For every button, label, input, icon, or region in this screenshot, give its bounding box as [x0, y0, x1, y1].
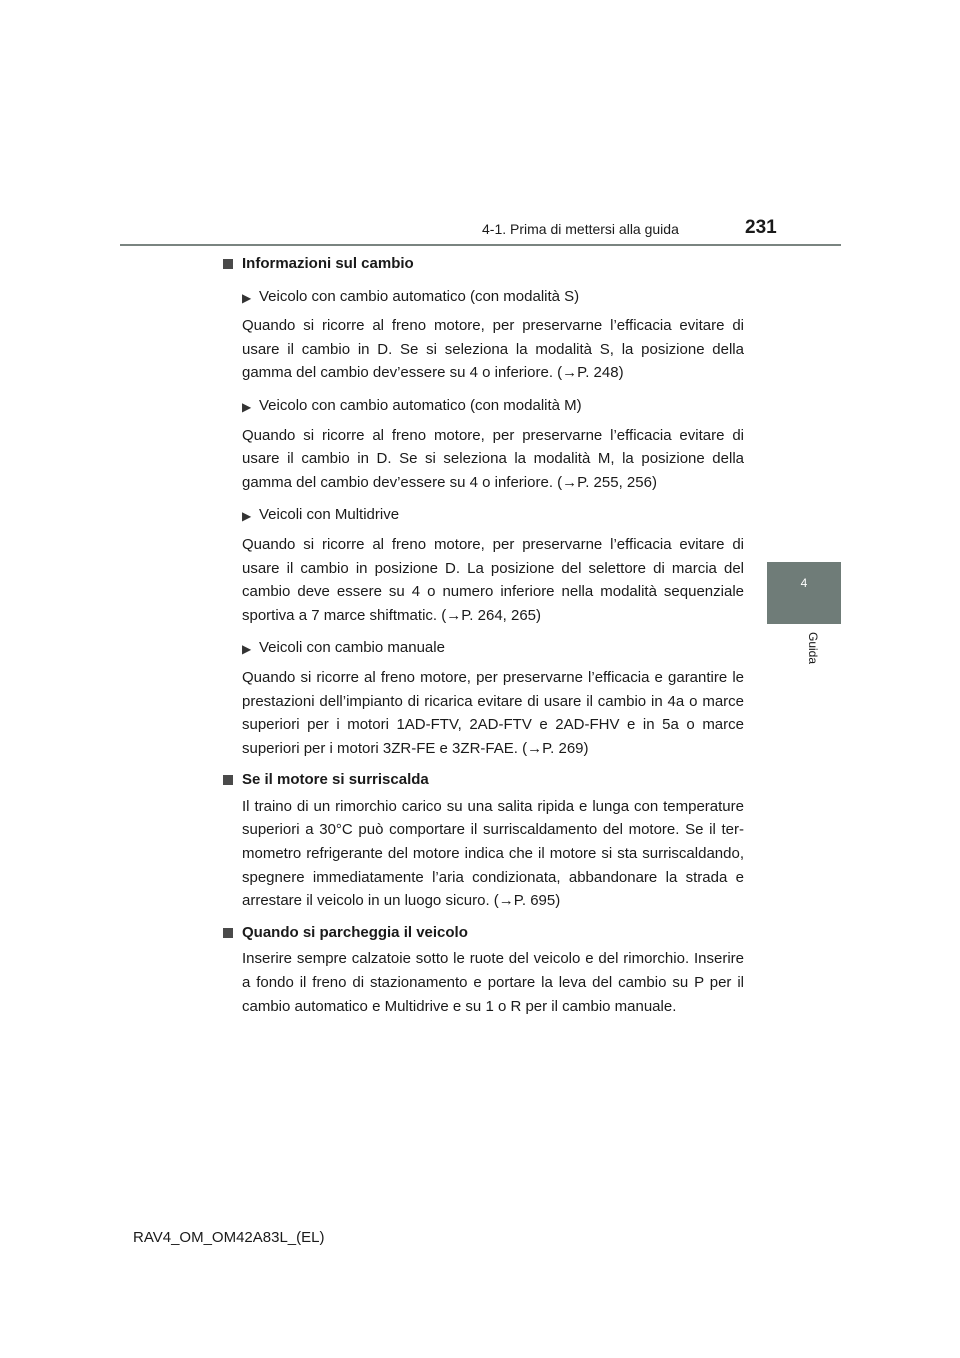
section-heading — [223, 252, 744, 276]
chapter-number: 4 — [800, 576, 808, 590]
paragraph: Quando si ricorre al freno motore, per preservarne l’efficacia evitare di usare il cambio in posizione D. La posizione del selettore di marcia del cambio deve essere su 4 o numero inferiore nella modalità sequenziale sportiva a 7 marce shiftmatic. (→P. 264, 265) — [242, 535, 744, 624]
section-heading — [223, 768, 744, 792]
subheading — [223, 503, 744, 527]
paragraph: Quando si ricorre al freno motore, per preservarne l’efficacia e garantire le prestazioni dell’impianto di ricarica evitare di usare il cambio in 4a o marce superiori per i motori 1AD-FTV, 2AD-FTV e 2AD-FHV e in 5a o marce superiori per i motori 3ZR-FE e 3ZR-FAE. (→P. 269) — [242, 668, 744, 757]
subheading — [223, 636, 744, 660]
subheading-text: Veicolo con cambio automatico (con modalità S) — [259, 287, 580, 305]
paragraph: Il traino di un rimorchio carico su una salita ripida e lunga con temperature superiori a 30°C può comportare il surriscaldamento del motore. Se il ter- mometro refrigerante del motore indica che il motore si sta surriscaldando, spegnere immediatamente l’aria condizionata, abbandonare la strada e arrestare il veicolo in un luogo sicuro. (→P. 695) — [242, 797, 744, 910]
subheading-text: Veicoli con Multidrive — [259, 506, 400, 524]
square-bullet-icon — [223, 775, 233, 785]
paragraph: Inserire sempre calzatoie sotto le ruote del veicolo e del rimorchio. Inserire a fondo il freno di stazionamento e portare la leva del cambio su P per il cambio automatico e Multidrive e su 1 o R per il cambio manuale. — [242, 950, 744, 1015]
subheading — [223, 285, 744, 309]
subheading-text: Veicoli con cambio manuale — [259, 639, 445, 657]
subheading — [223, 394, 744, 418]
chapter-label: Guida — [806, 632, 820, 665]
page-content — [223, 252, 744, 1018]
paragraph: Quando si ricorre al freno motore, per preservarne l’efficacia evitare di usare il cambio in D. Se si seleziona la modalità M, la posizione della gamma del cambio dev’essere su 4 o inferiore. (→P. 255, 256) — [242, 426, 744, 491]
triangle-bullet-icon: ▶ — [242, 399, 252, 414]
section-heading-text: Se il motore si surriscalda — [242, 771, 429, 789]
section-heading-text: Informazioni sul cambio — [242, 255, 414, 272]
triangle-bullet-icon: ▶ — [242, 509, 252, 524]
section-heading-text: Quando si parcheggia il veicolo — [242, 923, 468, 941]
header-divider — [120, 244, 841, 246]
header-section-title: 4-1. Prima di mettersi alla guida — [482, 221, 679, 237]
square-bullet-icon — [223, 928, 233, 938]
square-bullet-icon — [223, 259, 233, 269]
footer-document-code: RAV4_OM_OM42A83L_(EL) — [133, 1229, 325, 1246]
triangle-bullet-icon: ▶ — [242, 642, 252, 657]
paragraph: Quando si ricorre al freno motore, per preservarne l’efficacia evitare di usare il cambio in D. Se si seleziona la modalità S, la posizione della gamma del cambio dev’essere su 4 o inferiore. (→P. 248) — [242, 317, 744, 382]
page-number: 231 — [745, 217, 777, 238]
triangle-bullet-icon: ▶ — [242, 290, 252, 305]
chapter-tab — [767, 562, 841, 624]
subheading-text: Veicolo con cambio automatico (con modalità M) — [259, 396, 582, 414]
section-heading — [223, 921, 744, 945]
